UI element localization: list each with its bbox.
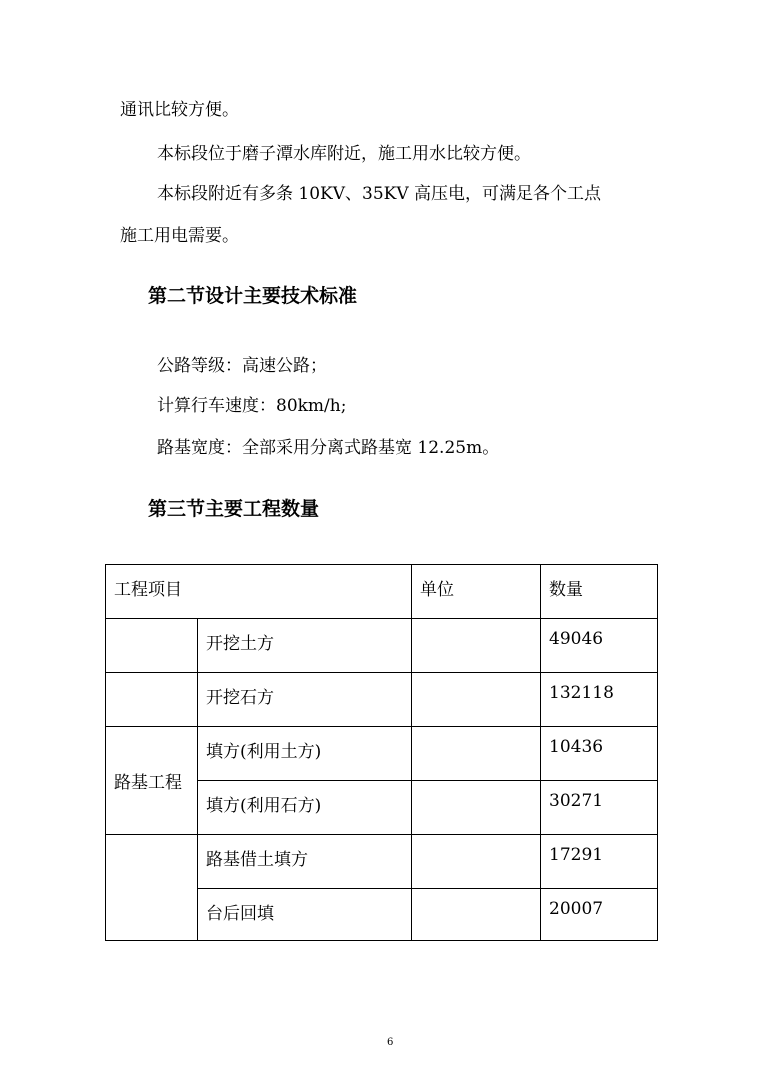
unit-cell: [412, 889, 541, 941]
paragraph-line: 本标段位于磨子潭水库附近，施工用水比较方便。: [157, 144, 531, 164]
unit-cell: [412, 781, 541, 835]
unit-cell: [412, 619, 541, 673]
section-heading: 第二节设计主要技术标准: [148, 285, 358, 307]
header-cell: 工程项目: [106, 565, 412, 619]
qty-cell: 10436: [541, 727, 658, 781]
spec-item: 路基宽度：全部采用分离式路基宽 12.25m。: [157, 438, 500, 458]
paragraph-line: 通讯比较方便。: [120, 100, 239, 120]
paragraph-line: 本标段附近有多条 10KV、35KV 高压电，可满足各个工点: [157, 184, 602, 204]
spec-item: 计算行车速度：80km/h;: [157, 396, 347, 416]
group-cell: 路基工程: [106, 727, 198, 835]
empty-cell: [106, 619, 198, 673]
unit-cell: [412, 727, 541, 781]
qty-cell: 49046: [541, 619, 658, 673]
qty-cell: 17291: [541, 835, 658, 889]
qty-cell: 30271: [541, 781, 658, 835]
item-cell: 开挖土方: [198, 619, 412, 673]
page-number: 6: [387, 1037, 394, 1048]
item-cell: 填方(利用土方): [198, 727, 412, 781]
item-cell: 路基借土填方: [198, 835, 412, 889]
empty-cell: [106, 673, 198, 727]
header-cell: 单位: [412, 565, 541, 619]
header-cell: 数量: [541, 565, 658, 619]
paragraph-line: 施工用电需要。: [120, 226, 239, 246]
unit-cell: [412, 835, 541, 889]
item-cell: 填方(利用石方): [198, 781, 412, 835]
quantities-table: [105, 564, 658, 941]
qty-cell: 132118: [541, 673, 658, 727]
item-cell: 台后回填: [198, 889, 412, 941]
empty-cell: [106, 835, 198, 941]
section-heading: 第三节主要工程数量: [148, 498, 320, 520]
spec-item: 公路等级：高速公路；: [157, 356, 327, 376]
unit-cell: [412, 673, 541, 727]
qty-cell: 20007: [541, 889, 658, 941]
item-cell: 开挖石方: [198, 673, 412, 727]
